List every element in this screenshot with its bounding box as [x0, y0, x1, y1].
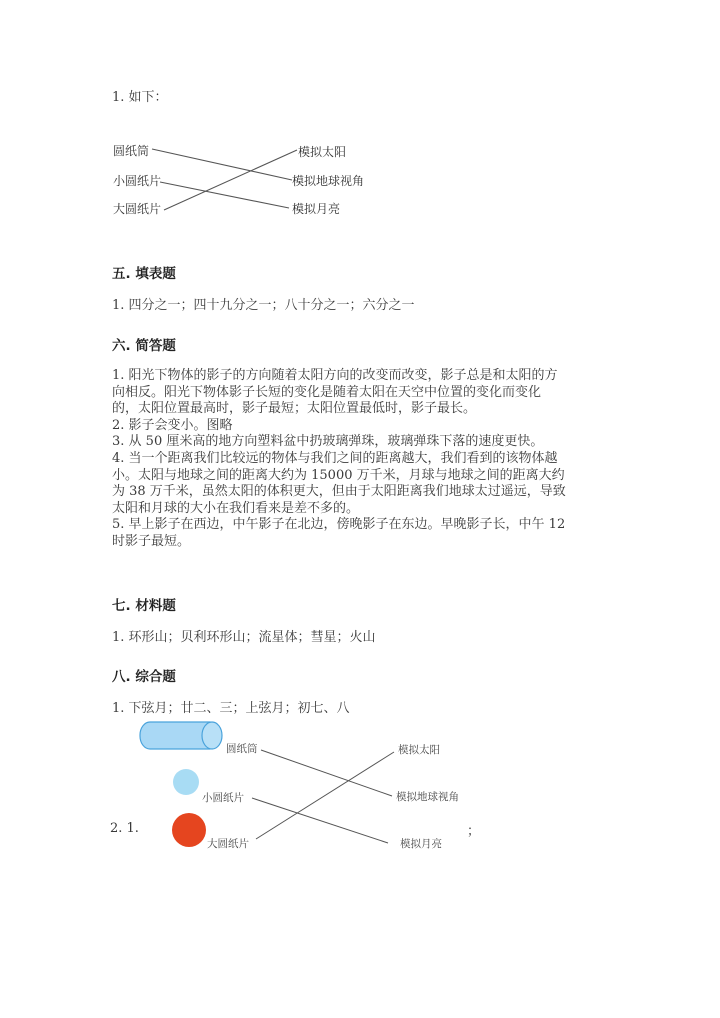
diagram1-right-item-moon: 模拟月亮 — [292, 202, 341, 216]
line-large-disc-to-sun — [256, 752, 394, 839]
diagram1-right-item-sun: 模拟太阳 — [298, 145, 347, 159]
answer-1-line-3: 的，太阳位置最高时，影子最短；太阳位置最低时，影子最长。 — [112, 401, 477, 417]
section8-title: 八. 综合题 — [112, 669, 176, 685]
diagram1-left-item-small-disc: 小圆纸片 — [113, 174, 162, 188]
answer-1-line-2: 向相反。阳光下物体影子长短的变化是随着太阳在天空中位置的变化而变化 — [112, 384, 542, 400]
answer-5-line-1: 5. 早上影子在西边，中午影子在北边，傍晚影子在东边。早晚影子长，中午 12 — [112, 517, 566, 533]
section7-title: 七. 材料题 — [112, 598, 176, 614]
section8-answer-1: 1. 下弦月；廿二、三；上弦月；初七、八 — [112, 701, 350, 716]
diagram1-right-item-earth-view: 模拟地球视角 — [292, 174, 365, 188]
diagram1-left-item-large-disc: 大圆纸片 — [113, 202, 162, 216]
answer-1-line-1: 1. 阳光下物体的影子的方向随着太阳方向的改变而改变，影子总是和太阳的方 — [112, 368, 558, 383]
line-tube-to-earth-view — [261, 750, 392, 796]
section6-title: 六. 简答题 — [112, 338, 176, 354]
answer-4-line-1: 4. 当一个距离我们比较远的物体与我们之间的距离越大，我们看到的该物体越 — [112, 450, 558, 466]
diagram2-right-item-earth-view: 模拟地球视角 — [396, 791, 459, 803]
answer-5-line-2: 时影子最短。 — [112, 533, 191, 549]
diagram2-left-item-tube: 圆纸筒 — [226, 743, 258, 755]
answer-4-line-4: 太阳和月球的大小在我们看来是差不多的。 — [112, 500, 360, 516]
answer-4-line-2: 小。太阳与地球之间的距离大约为 15000 万千米，月球与地球之间的距离大约 — [112, 467, 565, 483]
answer-3-line-1: 3. 从 50 厘米高的地方向塑料盆中扔玻璃弹珠，玻璃弹珠下落的速度更快。 — [112, 434, 544, 450]
diagram2-right-item-sun: 模拟太阳 — [398, 744, 440, 756]
section7-answer-1: 1. 环形山；贝利环形山；流星体；彗星；火山 — [112, 630, 376, 645]
line-small-disc-to-moon — [252, 798, 388, 843]
q1-prefix: 1. 如下： — [112, 90, 168, 105]
section8-q2-prefix: 2. 1. — [110, 821, 139, 836]
diagram2-left-item-small-disc: 小圆纸片 — [202, 792, 244, 804]
diagram2-right-item-moon: 模拟月亮 — [400, 838, 442, 850]
section8-q2-suffix: ； — [467, 824, 481, 839]
section5-title: 五. 填表题 — [112, 266, 176, 282]
diagram1-left-item-tube: 圆纸筒 — [113, 144, 150, 158]
answer-4-line-3: 为 38 万千米，虽然太阳的体积更大，但由于太阳距离我们地球太过遥远，导致 — [112, 484, 566, 500]
answer-2-line-1: 2. 影子会变小。图略 — [112, 417, 233, 433]
diagram2-left-item-large-disc: 大圆纸片 — [207, 838, 249, 850]
section5-answer-1: 1. 四分之一；四十九分之一；八十分之一；六分之一 — [112, 298, 415, 313]
